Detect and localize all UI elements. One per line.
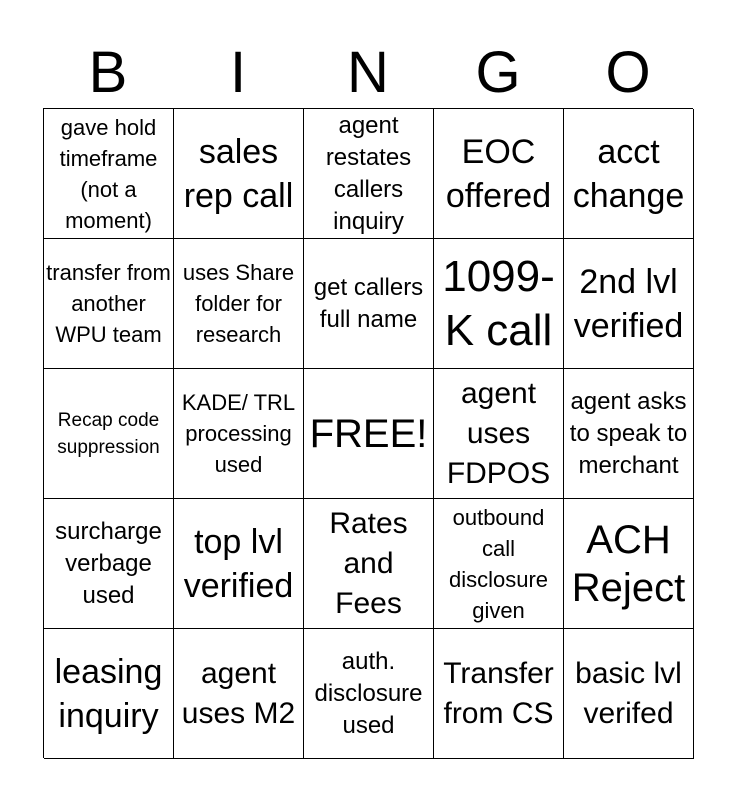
cell-text: leasing inquiry <box>54 652 163 735</box>
bingo-cell[interactable] <box>174 109 304 239</box>
cell-text: top lvl verified <box>183 522 294 605</box>
bingo-cell[interactable] <box>564 109 694 239</box>
cell-text: get callers full name <box>313 273 424 333</box>
cell-text: sales rep call <box>183 132 294 215</box>
cell-text: agent uses FDPOS <box>446 376 551 490</box>
bingo-cell[interactable] <box>564 369 694 499</box>
bingo-board <box>43 108 693 758</box>
bingo-cell[interactable] <box>304 109 434 239</box>
cell-text: ACH Reject <box>571 517 686 610</box>
header-letter-n: N <box>347 40 389 105</box>
bingo-cell[interactable] <box>304 239 434 369</box>
cell-text: EOC offered <box>445 132 552 215</box>
cell-text: auth. disclosure used <box>314 647 423 739</box>
free-space-cell[interactable] <box>304 369 434 499</box>
cell-text: KADE/ TRL processing used <box>181 390 296 477</box>
bingo-cell[interactable] <box>174 369 304 499</box>
bingo-cell[interactable] <box>564 239 694 369</box>
bingo-cell[interactable] <box>44 499 174 629</box>
cell-text: basic lvl verifed <box>575 656 682 730</box>
cell-text: outbound call disclosure given <box>448 504 549 623</box>
header-letter-b: B <box>88 40 128 105</box>
bingo-cell[interactable] <box>434 109 564 239</box>
cell-text: surcharge verbage used <box>55 517 162 609</box>
bingo-cell[interactable] <box>564 629 694 759</box>
cell-text: agent restates callers inquiry <box>325 111 412 235</box>
bingo-cell[interactable] <box>44 369 174 499</box>
bingo-cell[interactable] <box>434 239 564 369</box>
bingo-cell[interactable] <box>434 629 564 759</box>
bingo-cell[interactable] <box>564 499 694 629</box>
header-letter-g: G <box>475 40 521 105</box>
cell-text: gave hold timeframe (not a moment) <box>59 114 158 233</box>
cell-text: 2nd lvl verified <box>573 262 684 345</box>
header-letter-o: O <box>605 40 651 105</box>
bingo-cell[interactable] <box>304 629 434 759</box>
cell-text: FREE! <box>309 411 428 456</box>
cell-text: uses Share folder for research <box>182 260 295 347</box>
cell-text: agent asks to speak to merchant <box>569 387 688 479</box>
cell-text: 1099-K call <box>442 251 555 355</box>
cell-text: Rates and Fees <box>329 506 408 620</box>
cell-text: acct change <box>572 132 685 215</box>
bingo-cell[interactable] <box>44 109 174 239</box>
bingo-cell[interactable] <box>174 239 304 369</box>
bingo-cell[interactable] <box>174 629 304 759</box>
bingo-cell[interactable] <box>44 629 174 759</box>
bingo-cell[interactable] <box>44 239 174 369</box>
bingo-cell[interactable] <box>174 499 304 629</box>
bingo-cell[interactable] <box>434 499 564 629</box>
cell-text: Transfer from CS <box>443 656 554 730</box>
cell-text: Recap code suppression <box>57 409 160 458</box>
bingo-cell[interactable] <box>304 499 434 629</box>
bingo-cell[interactable] <box>434 369 564 499</box>
bingo-header <box>43 38 693 108</box>
cell-text: transfer from another WPU team <box>46 260 171 347</box>
cell-text: agent uses M2 <box>181 656 296 730</box>
header-letter-i: I <box>229 40 247 105</box>
